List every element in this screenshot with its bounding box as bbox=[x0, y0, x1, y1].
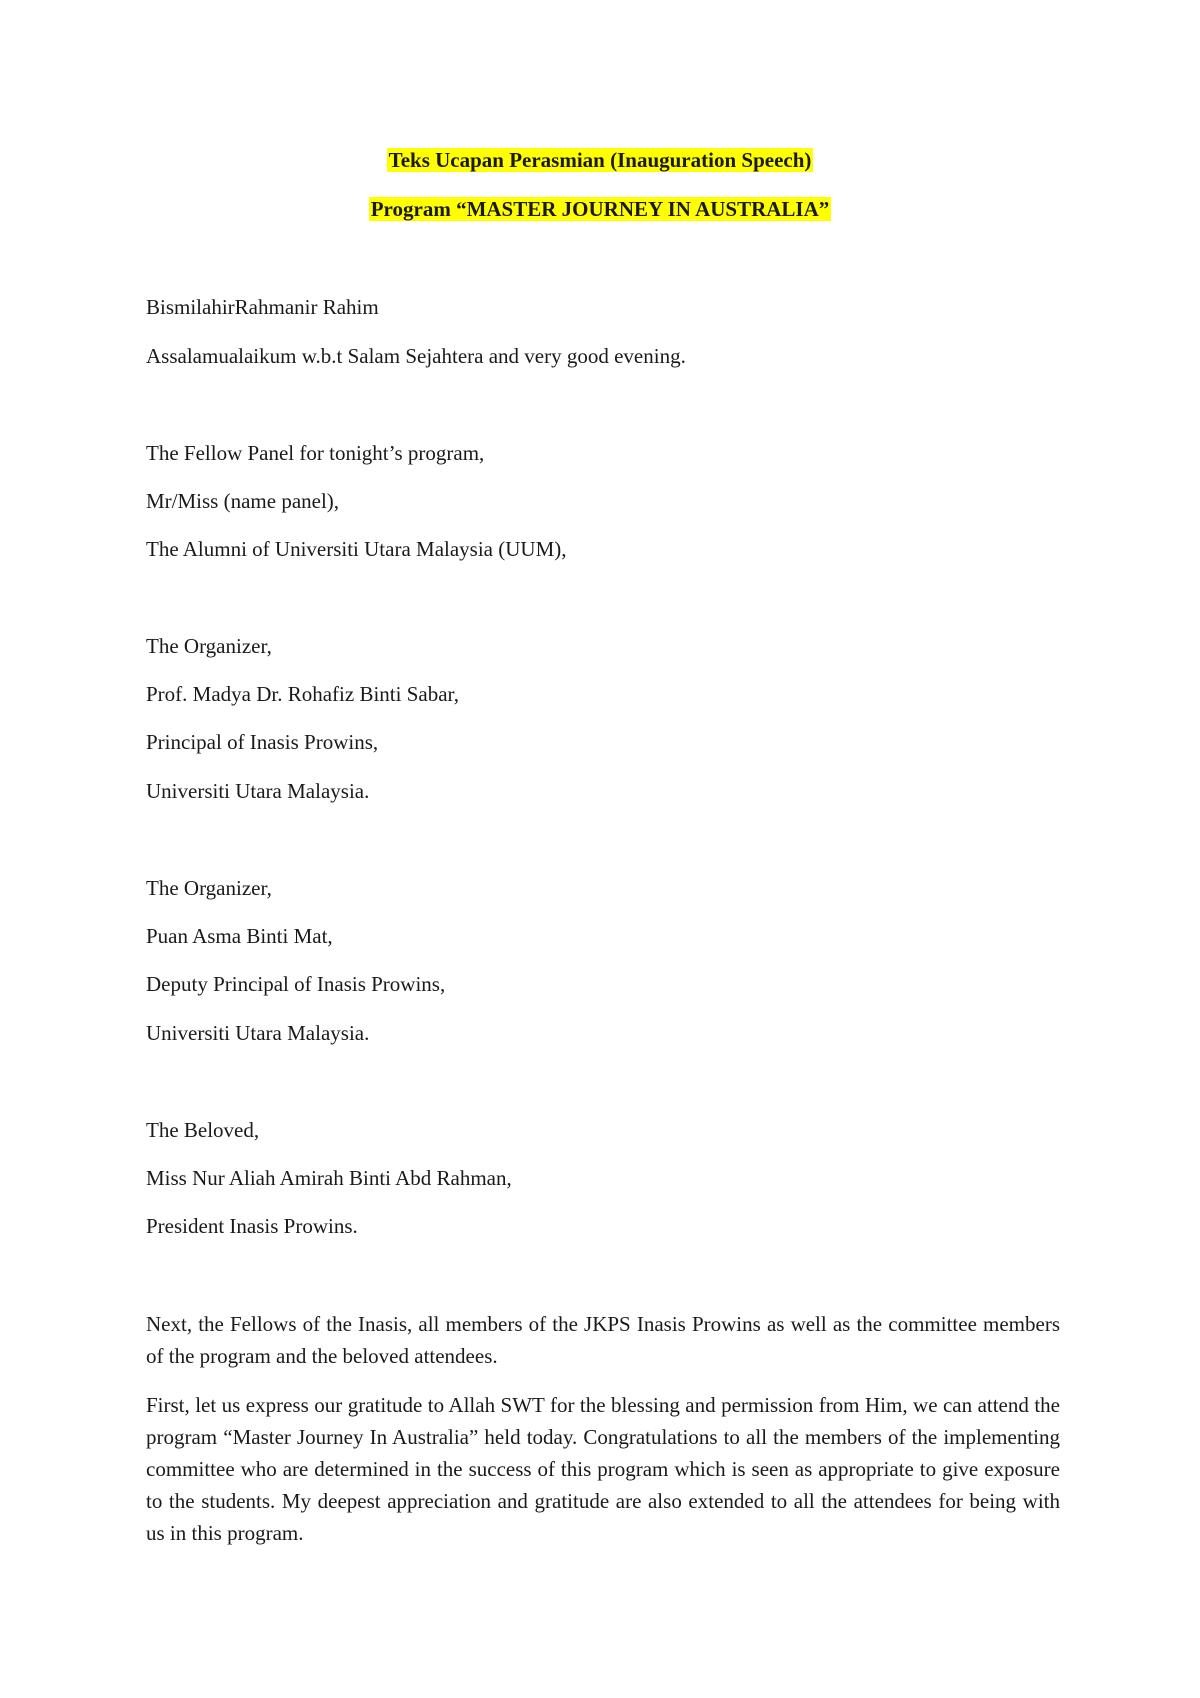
organizer1-line-4: Universiti Utara Malaysia. bbox=[146, 779, 370, 803]
panel-line-1: The Fellow Panel for tonight’s program, bbox=[146, 441, 485, 465]
beloved-line-2: Miss Nur Aliah Amirah Binti Abd Rahman, bbox=[146, 1166, 512, 1190]
title-line-1 bbox=[0, 147, 1200, 173]
beloved-line-1: The Beloved, bbox=[146, 1118, 260, 1142]
organizer1-line-3: Principal of Inasis Prowins, bbox=[146, 730, 379, 754]
organizer2-line-4: Universiti Utara Malaysia. bbox=[146, 1021, 370, 1045]
salam-line: Assalamualaikum w.b.t Salam Sejahtera and very good evening. bbox=[146, 344, 686, 368]
panel-line-2: Mr/Miss (name panel), bbox=[146, 489, 340, 513]
title-line-2 bbox=[0, 196, 1200, 222]
title-highlight-1: Teks Ucapan Perasmian (Inauguration Speech) bbox=[388, 148, 812, 172]
paragraph-1: Next, the Fellows of the Inasis, all members of the JKPS Inasis Prowins as well as the committee members of the program and the beloved attendees. bbox=[146, 1312, 1060, 1368]
organizer2-line-1: The Organizer, bbox=[146, 876, 272, 900]
organizer2-line-2: Puan Asma Binti Mat, bbox=[146, 924, 333, 948]
organizer2-line-3: Deputy Principal of Inasis Prowins, bbox=[146, 972, 446, 996]
bismillah-line: BismilahirRahmanir Rahim bbox=[146, 295, 379, 319]
panel-line-3: The Alumni of Universiti Utara Malaysia (UUM), bbox=[146, 537, 567, 561]
organizer1-line-1: The Organizer, bbox=[146, 634, 272, 658]
title-highlight-2: Program “MASTER JOURNEY IN AUSTRALIA” bbox=[370, 197, 830, 221]
beloved-line-3: President Inasis Prowins. bbox=[146, 1214, 358, 1238]
organizer1-line-2: Prof. Madya Dr. Rohafiz Binti Sabar, bbox=[146, 682, 459, 706]
paragraph-2: First, let us express our gratitude to Allah SWT for the blessing and permission from Him, we can attend the program “Master Journey In Australia” held today. Congratulations to all the members of the implementing committee who are determined in the success of this program which is seen as appropriate to give exposure to the students. My deepest appreciation and gratitude are also extended to all the attendees for being with us in this program. bbox=[146, 1393, 1060, 1545]
